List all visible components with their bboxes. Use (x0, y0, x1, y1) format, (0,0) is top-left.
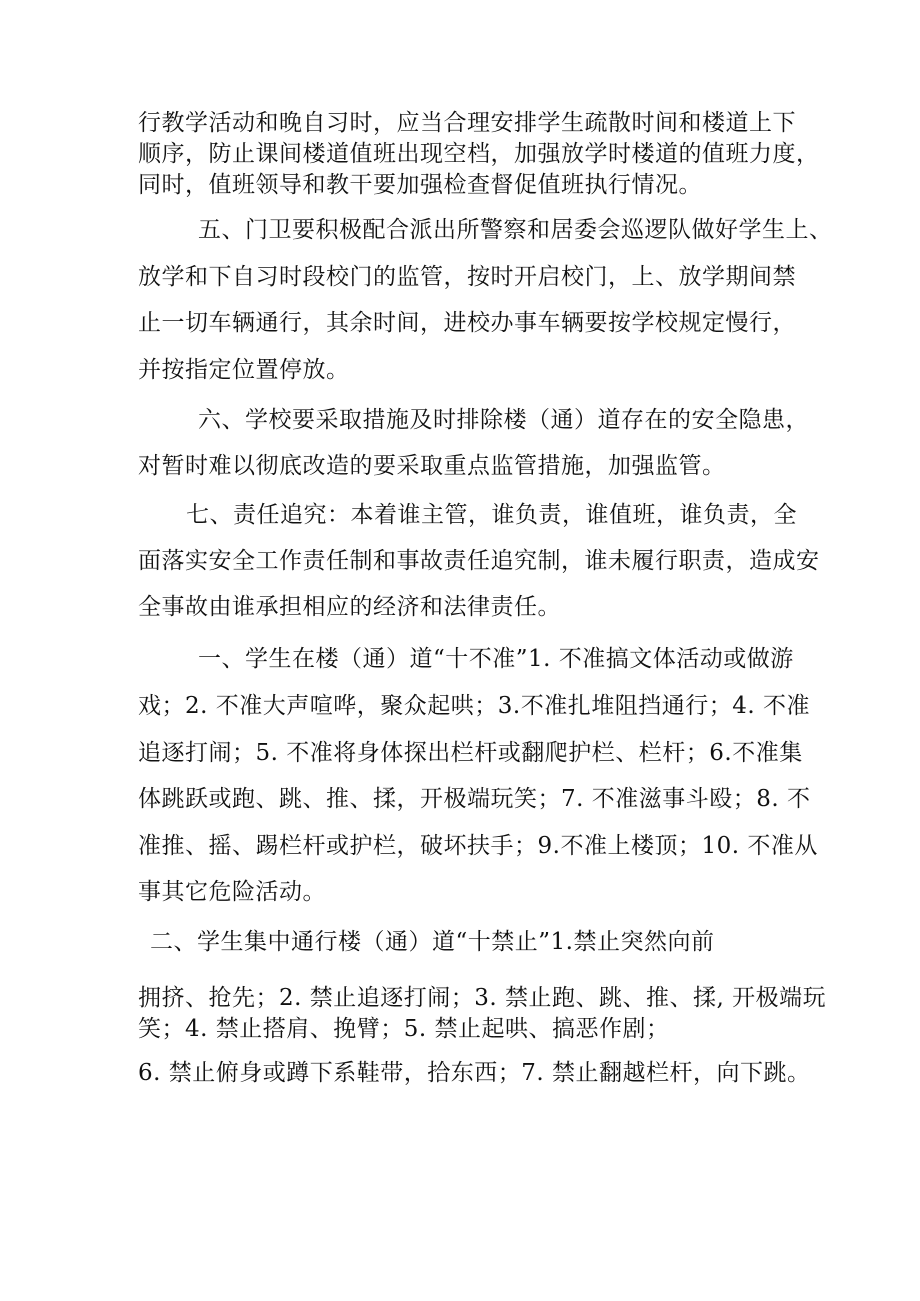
text-line: 止一切车辆通行，其余时间，进校办事车辆要按学校规定慢行， (138, 310, 796, 336)
text-line: 五、门卫要积极配合派出所警察和居委会巡逻队做好学生上、 (198, 217, 833, 243)
text-line: 并按指定位置停放。 (138, 357, 350, 383)
text-line: 体跳跃或跑、跳、推、揉，开极端玩笑；7. 不准滋事斗殴；8. 不 (138, 786, 811, 812)
text-line: 追逐打闹；5. 不准将身体探出栏杆或翻爬护栏、栏杆；6.不准集 (138, 740, 803, 766)
text-line: 戏；2. 不准大声喧哗，聚众起哄；3.不准扎堆阻挡通行；4. 不准 (138, 693, 810, 719)
text-line: 七、责任追究：本着谁主管，谁负责，谁值班，谁负责，全 (186, 502, 797, 528)
text-line: 面落实安全工作责任制和事故责任追究制，谁未履行职责，造成安 (138, 548, 820, 574)
text-line: 事其它危险活动。 (138, 879, 326, 905)
text-line: 全事故由谁承担相应的经济和法律责任。 (138, 594, 561, 620)
text-line: 六、学校要采取措施及时排除楼（通）道存在的安全隐患， (198, 407, 809, 433)
text-line: 二、学生集中通行楼（通）道“十禁止”1.禁止突然向前 (150, 929, 715, 955)
text-line: 一、学生在楼（通）道“十不准”1. 不准搞文体活动或做游 (198, 646, 794, 672)
text-line: 放学和下自习时段校门的监管，按时开启校门，上、放学期间禁 (138, 264, 796, 290)
text-line: 准推、摇、踢栏杆或护栏，破坏扶手；9.不准上楼顶；10. 不准从 (138, 833, 818, 859)
text-line: 笑；4. 禁止搭肩、挽臂；5. 禁止起哄、搞恶作剧； (138, 1016, 670, 1042)
text-line: 同时，值班领导和教干要加强检查督促值班执行情况。 (138, 172, 702, 198)
text-line: 对暂时难以彻底改造的要采取重点监管措施，加强监管。 (138, 453, 726, 479)
text-line: 顺序，防止课间楼道值班出现空档，加强放学时楼道的值班力度， (138, 141, 820, 167)
text-line: 行教学活动和晚自习时，应当合理安排学生疏散时间和楼道上下 (138, 110, 796, 136)
text-line: 6. 禁止俯身或蹲下系鞋带，拾东西；7. 禁止翻越栏杆，向下跳。 (138, 1060, 811, 1086)
text-line: 拥挤、抢先；2. 禁止追逐打闹；3. 禁止跑、跳、推、揉, 开极端玩 (138, 985, 827, 1011)
